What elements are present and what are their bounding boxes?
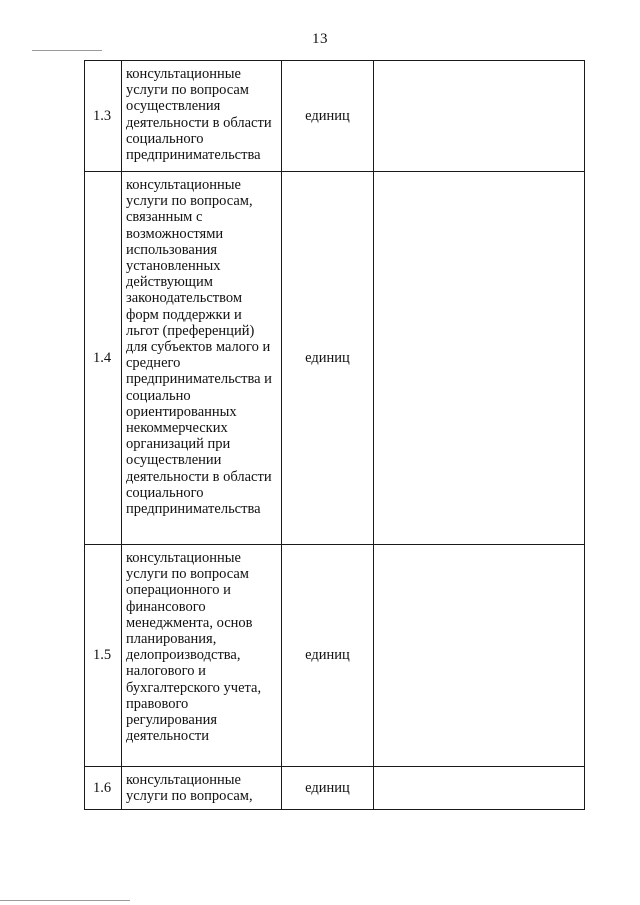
description-line: для субъектов малого и	[126, 339, 271, 356]
description-line: консультационные	[126, 550, 241, 566]
description-line: менеджмента, основ	[126, 614, 253, 631]
description-line: планирования,	[126, 631, 217, 648]
description-line: делопроизводства,	[126, 647, 241, 664]
description-line: предпринимательства	[126, 147, 261, 164]
description-line: возможностями	[126, 225, 224, 242]
description-line: правового	[126, 695, 189, 712]
table-row	[85, 172, 585, 545]
service-description	[122, 545, 282, 767]
description-line: финансового	[126, 598, 206, 615]
description-line: услуги по вопросам,	[126, 193, 253, 210]
table-row	[85, 767, 585, 810]
description-line: связанным с	[126, 209, 203, 226]
description-line: социального	[126, 130, 204, 147]
description-line: услуги по вопросам	[126, 82, 249, 99]
unit-of-measure: единиц	[282, 61, 374, 172]
scan-artifact-top	[32, 50, 102, 51]
description-line: операционного и	[126, 582, 231, 599]
description-line: осуществлении	[126, 452, 222, 469]
service-description	[122, 767, 282, 810]
service-description	[122, 61, 282, 172]
description-line: законодательством	[126, 290, 243, 307]
services-table	[84, 60, 585, 810]
description-line: консультационные	[126, 177, 241, 193]
description-line: консультационные	[126, 66, 241, 82]
unit-of-measure: единиц	[282, 545, 374, 767]
value-cell	[374, 545, 585, 767]
description-line: использования	[126, 241, 218, 258]
description-line: услуги по вопросам	[126, 566, 249, 583]
value-cell	[374, 767, 585, 810]
description-line: льгот (преференций)	[126, 322, 255, 339]
description-line: регулирования	[126, 712, 218, 729]
table-row	[85, 61, 585, 172]
description-line: деятельности в области	[126, 468, 272, 485]
row-number: 1.4	[85, 172, 122, 545]
unit-of-measure: единиц	[282, 767, 374, 810]
table-row	[85, 545, 585, 767]
description-line: деятельности в области	[126, 114, 272, 131]
description-line: осуществления	[126, 98, 221, 115]
description-line: некоммерческих	[126, 420, 228, 437]
service-description	[122, 172, 282, 545]
description-line: действующим	[126, 274, 213, 291]
value-cell	[374, 172, 585, 545]
description-line: предпринимательства	[126, 501, 261, 518]
table-body	[85, 61, 585, 810]
description-line: консультационные	[126, 772, 241, 788]
row-number: 1.3	[85, 61, 122, 172]
description-line: предпринимательства и	[126, 371, 272, 388]
description-line: установленных	[126, 258, 221, 275]
value-cell	[374, 61, 585, 172]
unit-of-measure: единиц	[282, 172, 374, 545]
description-line: социального	[126, 484, 204, 501]
description-line: бухгалтерского учета,	[126, 679, 262, 696]
description-line: услуги по вопросам,	[126, 788, 253, 805]
description-line: форм поддержки и	[126, 306, 242, 323]
description-line: организаций при	[126, 436, 231, 453]
description-line: социально	[126, 387, 191, 404]
description-line: среднего	[126, 355, 181, 372]
description-line: налогового и	[126, 663, 206, 680]
page-number: 13	[312, 31, 328, 47]
row-number: 1.6	[85, 767, 122, 810]
scan-artifact-bottom	[0, 900, 130, 901]
description-line: деятельности	[126, 728, 210, 745]
row-number: 1.5	[85, 545, 122, 767]
description-line: ориентированных	[126, 403, 237, 420]
